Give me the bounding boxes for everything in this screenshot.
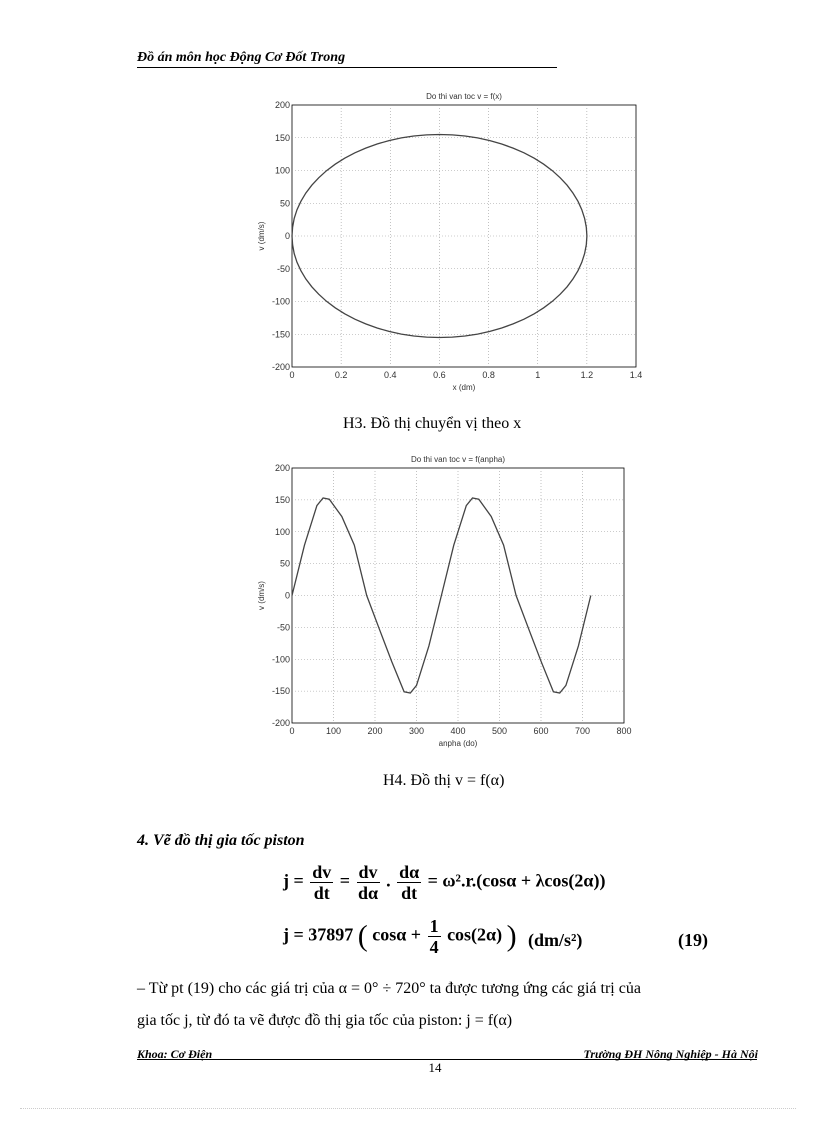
eq1-frac-3 [397,862,421,903]
y-tick-label: 0 [284,590,290,601]
y-tick-label: 200 [274,100,290,110]
footer-left: Khoa: Cơ Điện [137,1047,213,1061]
eq2-frac [428,916,441,957]
x-tick-label: 0.8 [482,370,495,380]
x-tick-label: 700 [574,726,591,736]
eq2-lhs: j = 37897 [283,924,354,945]
y-tick-label: -200 [271,362,290,372]
y-tick-label: 150 [274,132,290,143]
eq1-frac3-den: dt [401,883,418,903]
chart-title: Do thi van toc v = f(anpha) [410,455,506,464]
page-bottom-divider [20,1108,796,1109]
page-number: 14 [428,1060,442,1075]
y-tick-label: 100 [274,526,290,537]
x-axis-label: anpha (do) [438,739,478,748]
eq1-frac-2 [357,862,380,903]
figure-caption-h3: H3. Đồ thị chuyển vị theo x [343,415,522,432]
eq2-frac-num: 1 [429,916,439,936]
eq1-frac3-num: dα [399,862,420,882]
x-tick-label: 100 [325,726,342,736]
y-axis-label: v (dm/s) [257,581,266,610]
x-tick-label: 500 [491,726,508,736]
eq2-number: (19) [678,930,708,950]
eq1-frac-1 [310,862,333,903]
y-tick-label: 200 [274,463,290,473]
x-tick-label: 1 [535,370,541,380]
eq1-frac2-num: dv [358,862,378,882]
x-tick-label: 400 [450,726,466,736]
y-tick-label: -50 [276,622,290,633]
paragraph-line-1: – Từ pt (19) cho các giá trị của α = 0° ÷ 720° ta được tương ứng các giá trị của [137,980,641,997]
y-tick-label: -100 [271,296,290,307]
eq2-frac-den: 4 [429,937,439,957]
x-tick-label: 1.2 [580,370,594,380]
x-tick-label: 0 [289,726,295,736]
eq2-body-a: cosα + [372,924,422,945]
x-tick-label: 0.6 [433,370,446,380]
y-tick-label: -150 [271,329,290,340]
y-tick-label: -100 [271,654,290,665]
y-tick-label: -50 [276,263,290,274]
eq1-rhs: ω².r.(cosα + λcos(2α)) [442,870,606,891]
x-axis-label: x (dm) [452,383,476,392]
paragraph-line-2: gia tốc j, từ đó ta vẽ được đồ thị gia tốc của piston: j = f(α) [137,1012,513,1029]
eq1-frac2-den: dα [358,883,379,903]
y-tick-label: 100 [274,165,290,176]
chart-v-vs-alpha [250,450,650,755]
x-tick-label: 800 [616,726,632,736]
y-tick-label: -200 [271,718,290,728]
figure-caption-h4: H4. Đồ thị v = f(α) [383,772,505,789]
chart-title: Do thi van toc v = f(x) [426,92,502,101]
y-tick-label: 50 [279,198,290,209]
x-tick-label: 0.2 [334,370,348,380]
equation-1: j = $\frac{dv}{dt}$ = $\frac{dv}{d\alpha}$ . $\frac{d\alpha}{dt}$ = ω².r.(cosα + λcos(2α)) [283,862,606,903]
eq2-units: (dm/s²) [528,930,583,950]
x-tick-label: 600 [533,726,549,736]
x-tick-label: 1.4 [629,370,643,380]
x-tick-label: 0 [289,370,295,380]
footer-right: Trường ĐH Nông Nghiệp - Hà Nội [583,1047,758,1061]
section-heading: 4. Vẽ đồ thị gia tốc piston [137,832,305,849]
x-tick-label: 200 [367,726,383,736]
eq1-lhs: j [283,870,289,891]
page-header: Đồ án môn học Động Cơ Đốt Trong [137,50,557,68]
chart-v-vs-x [250,85,650,395]
y-axis-label: v (dm/s) [257,221,266,251]
eq2-body-b: cos(2α) [447,924,503,945]
equation-2: j = 37897 ( cosα + $\frac{1}{4}$ cos(2α) ) [283,916,517,957]
eq1-frac1-den: dt [313,883,330,903]
eq1-frac1-num: dv [312,862,332,882]
y-tick-label: -150 [271,686,290,697]
y-tick-label: 0 [284,231,290,241]
x-tick-label: 300 [408,726,425,736]
y-tick-label: 50 [279,558,290,569]
x-tick-label: 0.4 [384,370,397,380]
y-tick-label: 150 [274,494,290,505]
